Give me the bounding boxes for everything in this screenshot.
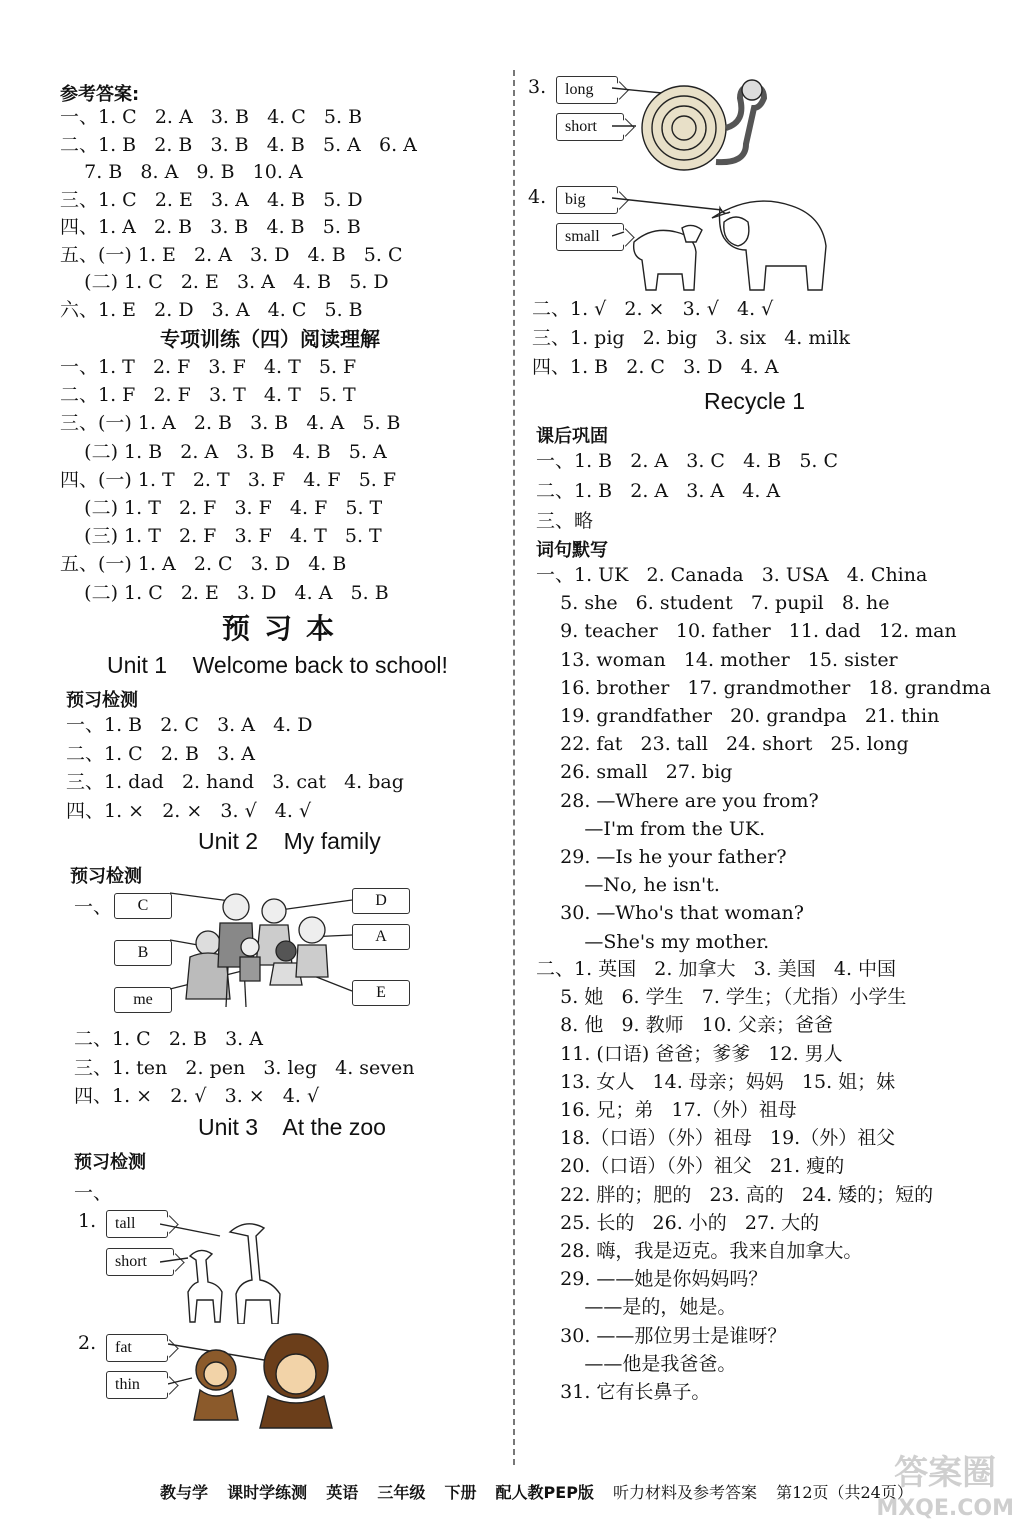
answer-line: 16. 兄；弟 17.（外）祖母 bbox=[536, 1099, 797, 1121]
answer-line: 13. 女人 14. 母亲；妈妈 15. 姐；妹 bbox=[536, 1070, 896, 1093]
family-label-e: E bbox=[352, 980, 410, 1006]
item3-number: 3. bbox=[528, 76, 547, 98]
monkeys-illustration bbox=[168, 1330, 340, 1430]
answer-line: 28. —Where are you from? bbox=[536, 789, 819, 812]
dictation-header: 词句默写 bbox=[536, 540, 608, 561]
unit2-preview-check: 预习检测 bbox=[70, 866, 142, 887]
footer bbox=[160, 1480, 980, 1503]
answer-line: 11. (口语) 爸爸；爹爹 12. 男人 bbox=[536, 1042, 843, 1065]
answer-line: 一、1. UK 2. Canada 3. USA 4. China bbox=[536, 564, 928, 586]
footer-edition: 配人教PEP版 bbox=[495, 1483, 594, 1502]
answer-line: 28. 嗨，我是迈克。我来自加拿大。 bbox=[536, 1240, 863, 1262]
answer-line: 一、1. B 2. A 3. C 4. B 5. C bbox=[536, 450, 839, 472]
answer-line: 二、1. 英国 2. 加拿大 3. 美国 4. 中国 bbox=[536, 958, 897, 980]
giraffes-illustration bbox=[160, 1212, 310, 1324]
answer-line: 一、1. B 2. C 3. A 4. D bbox=[66, 714, 313, 736]
answer-line: 7. B 8. A 9. B 10. A bbox=[60, 161, 303, 183]
answer-line: 三、1. C 2. E 3. A 4. B 5. D bbox=[60, 188, 363, 211]
answer-line: 一、1. T 2. F 3. F 4. T 5. F bbox=[60, 356, 357, 378]
unit1-preview-check: 预习检测 bbox=[66, 690, 138, 711]
tag-tall: tall bbox=[106, 1210, 168, 1238]
answer-line: (三) 1. T 2. F 3. F 4. T 5. T bbox=[60, 525, 382, 548]
unit3-item2-number: 2. bbox=[78, 1332, 97, 1354]
book-title: 预习本 bbox=[222, 612, 349, 645]
column-divider bbox=[513, 70, 515, 1465]
answer-line: 16. brother 17. grandmother 18. grandma bbox=[536, 676, 991, 699]
unit3-item1-number: 1. bbox=[78, 1210, 97, 1232]
watermark-line1: 答案圈 bbox=[894, 1453, 997, 1493]
tag-thin: thin bbox=[106, 1371, 168, 1399]
answer-line: (二) 1. C 2. E 3. A 4. B 5. D bbox=[60, 271, 389, 293]
footer-section: 听力材料及参考答案 bbox=[613, 1483, 758, 1502]
answer-line: (二) 1. C 2. E 3. D 4. A 5. B bbox=[60, 581, 389, 604]
answer-line: 二、1. C 2. B 3. A bbox=[66, 742, 255, 765]
answer-line: 31. 它有长鼻子。 bbox=[536, 1381, 711, 1403]
unit1-title: Unit 1 Welcome back to school! bbox=[107, 652, 448, 678]
unit3-preview-check: 预习检测 bbox=[74, 1152, 146, 1173]
family-label-c: C bbox=[114, 893, 172, 919]
answer-line: —I'm from the UK. bbox=[536, 817, 766, 840]
family-label-b: B bbox=[114, 940, 172, 966]
answer-line: (二) 1. T 2. F 3. F 4. F 5. T bbox=[60, 497, 383, 519]
answer-line: 5. she 6. student 7. pupil 8. he bbox=[536, 592, 890, 615]
answer-line: 29. —Is he your father? bbox=[536, 846, 787, 868]
answer-line: 一、1. C 2. A 3. B 4. C 5. B bbox=[60, 106, 363, 128]
answer-line: 30. —Who's that woman? bbox=[536, 902, 804, 925]
answer-line: (二) 1. B 2. A 3. B 4. B 5. A bbox=[60, 440, 387, 463]
answer-line: 二、1. C 2. B 3. A bbox=[74, 1028, 263, 1050]
recycle-title: Recycle 1 bbox=[704, 388, 805, 414]
answer-line: 四、1. B 2. C 3. D 4. A bbox=[532, 356, 779, 378]
footer-volume: 下册 bbox=[444, 1483, 477, 1502]
answer-line: 9. teacher 10. father 11. dad 12. man bbox=[536, 620, 957, 643]
item4-number: 4. bbox=[528, 186, 547, 208]
answer-line: 26. small 27. big bbox=[536, 761, 733, 784]
snake-illustration bbox=[612, 78, 782, 176]
answer-line: 20.（口语）（外）祖父 21. 瘦的 bbox=[536, 1155, 845, 1178]
answer-line: 30. ——那位男士是谁呀？ bbox=[536, 1324, 787, 1347]
watermark-line2: MXQE.COM bbox=[876, 1496, 1014, 1521]
answer-line: 二、1. √ 2. × 3. √ 4. √ bbox=[532, 298, 774, 320]
answer-line: 二、1. B 2. A 3. A 4. A bbox=[536, 480, 781, 502]
answer-line: 22. fat 23. tall 24. short 25. long bbox=[536, 733, 909, 756]
answer-line: 三、(一) 1. A 2. B 3. B 4. A 5. B bbox=[60, 412, 401, 435]
footer-series: 课时学练测 bbox=[227, 1483, 308, 1502]
answer-line: 四、1. × 2. × 3. √ 4. √ bbox=[66, 799, 312, 822]
answer-line: 8. 他 9. 教师 10. 父亲；爸爸 bbox=[536, 1014, 833, 1037]
answer-line: ——他是我爸爸。 bbox=[536, 1352, 737, 1375]
reference-answer-header: 参考答案: bbox=[60, 84, 140, 105]
tag-small: small bbox=[556, 223, 624, 251]
answer-line: 四、1. A 2. B 3. B 4. B 5. B bbox=[60, 216, 361, 238]
answer-line: 三、略 bbox=[536, 510, 594, 532]
answer-line: 四、1. × 2. √ 3. × 4. √ bbox=[74, 1085, 320, 1107]
answer-line: —She's my mother. bbox=[536, 930, 770, 953]
footer-grade: 三年级 bbox=[377, 1483, 426, 1502]
answer-line: 三、1. pig 2. big 3. six 4. milk bbox=[532, 327, 851, 349]
answer-line: 六、1. E 2. D 3. A 4. C 5. B bbox=[60, 298, 363, 321]
answer-line: 13. woman 14. mother 15. sister bbox=[536, 648, 898, 671]
family-illustration bbox=[170, 885, 355, 1020]
answer-line: 29. ——她是你妈妈吗？ bbox=[536, 1268, 768, 1291]
tag-short: short bbox=[106, 1248, 174, 1276]
answer-line: 22. 胖的；肥的 23. 高的 24. 矮的；短的 bbox=[536, 1183, 934, 1206]
answer-line: 25. 长的 26. 小的 27. 大的 bbox=[536, 1211, 820, 1234]
watermark-logo bbox=[876, 1455, 1014, 1527]
family-label-d: D bbox=[352, 888, 410, 914]
answer-line: 五、(一) 1. E 2. A 3. D 4. B 5. C bbox=[60, 243, 403, 266]
answer-line: 二、1. F 2. F 3. T 4. T 5. T bbox=[60, 384, 356, 407]
tag-short-snake: short bbox=[556, 113, 624, 141]
family-label-a: A bbox=[352, 924, 410, 950]
after-class-header: 课后巩固 bbox=[536, 426, 608, 447]
answer-line: —No, he isn't. bbox=[536, 874, 720, 897]
answer-line: 三、1. dad 2. hand 3. cat 4. bag bbox=[66, 771, 404, 793]
answer-line: 5. 她 6. 学生 7. 学生；（尤指）小学生 bbox=[536, 986, 907, 1009]
footer-page: 第12页（共24页） bbox=[776, 1483, 913, 1502]
tag-fat: fat bbox=[106, 1334, 168, 1362]
special-training-title: 专项训练（四）阅读理解 bbox=[160, 327, 380, 351]
unit3-q1-label: 一、 bbox=[74, 1182, 113, 1204]
answer-line: 四、(一) 1. T 2. T 3. F 4. F 5. F bbox=[60, 468, 397, 491]
answer-line: 18.（口语）（外）祖母 19.（外）祖父 bbox=[536, 1127, 896, 1150]
footer-subject: 英语 bbox=[326, 1483, 359, 1502]
unit2-q1-label: 一、 bbox=[74, 896, 113, 918]
unit3-title: Unit 3 At the zoo bbox=[198, 1114, 386, 1140]
family-label-me: me bbox=[114, 987, 172, 1013]
tag-big: big bbox=[556, 186, 618, 214]
answer-line: 19. grandfather 20. grandpa 21. thin bbox=[536, 705, 940, 727]
footer-brand: 教与学 bbox=[160, 1483, 209, 1502]
unit2-title: Unit 2 My family bbox=[198, 828, 381, 854]
tag-long: long bbox=[556, 76, 618, 104]
answer-line: 五、(一) 1. A 2. C 3. D 4. B bbox=[60, 553, 347, 576]
answer-line: ——是的，她是。 bbox=[536, 1296, 737, 1319]
elephants-illustration bbox=[612, 188, 842, 292]
answer-line: 二、1. B 2. B 3. B 4. B 5. A 6. A bbox=[60, 133, 417, 156]
answer-line: 三、1. ten 2. pen 3. leg 4. seven bbox=[74, 1056, 415, 1079]
